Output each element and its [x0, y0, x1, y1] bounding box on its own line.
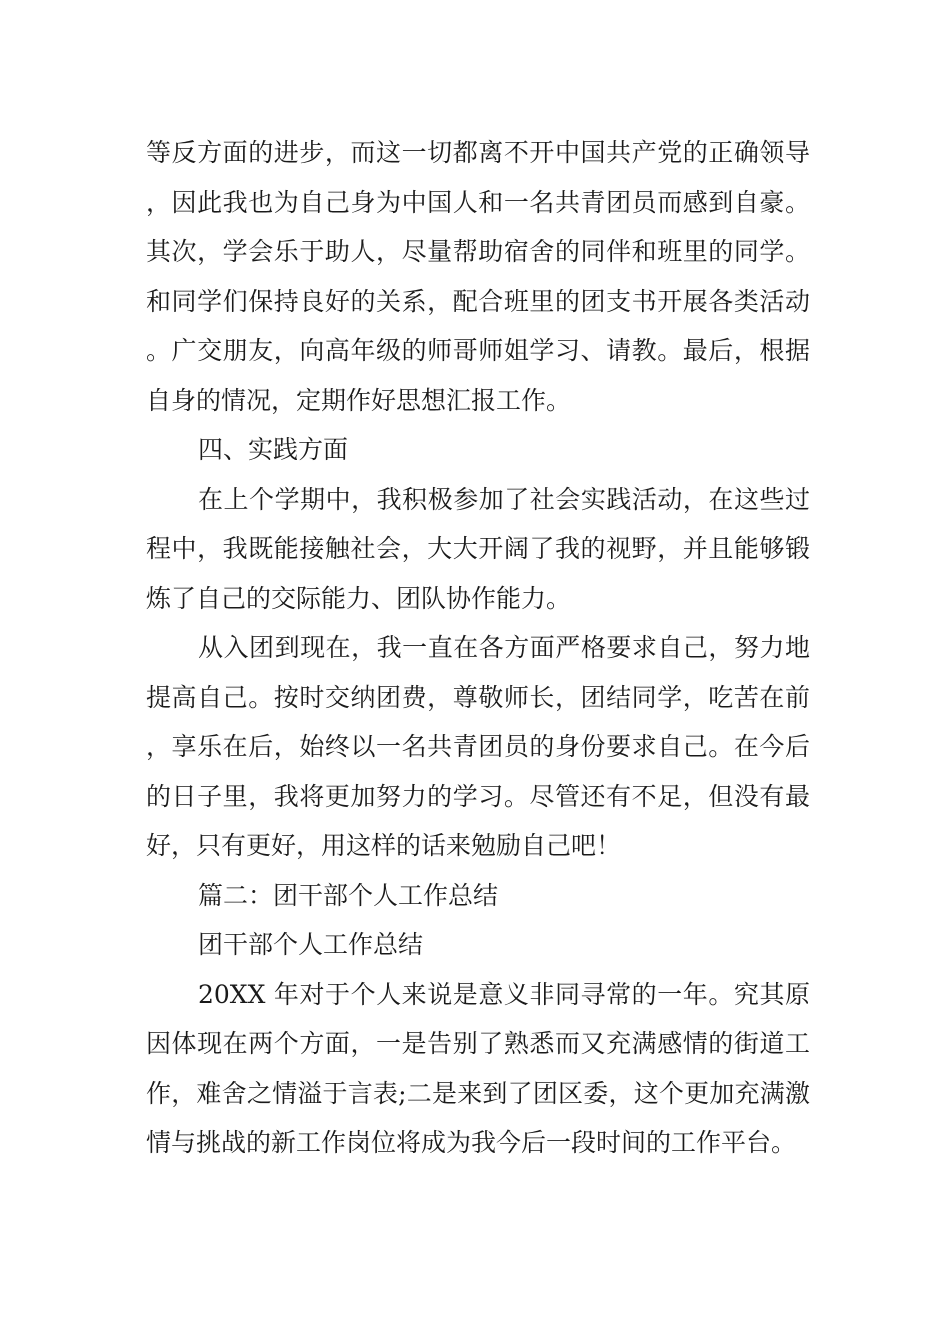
article-title-part-two: 篇二：团干部个人工作总结: [198, 880, 499, 910]
paragraph-conclusion: 从入团到现在，我一直在各方面严格要求自己，努力地提高自己。按时交纳团费，尊敬师长，团结同学，吃苦在前，享乐在后，始终以一名共青团员的身份要求自己。在今后的日子里，我将更加努力的学习。尽管还有不足，但没有最好，只有更好，用这样的话来勉励自己吧！: [146, 633, 810, 860]
section-heading-practice: 四、实践方面: [198, 435, 349, 464]
document-page: [146, 128, 810, 1168]
paragraph-continuation: 等反方面的进步，而这一切都离不开中国共产党的正确领导，因此我也为自己身为中国人和一名共青团员而感到自豪。其次，学会乐于助人，尽量帮助宿舍的同伴和班里的同学。和同学们保持良好的关系，配合班里的团支书开展各类活动。广交朋友，向高年级的师哥师姐学习、请教。最后，根据自身的情况，定期作好思想汇报工作。: [146, 138, 810, 415]
paragraph-intro: 20XX 年对于个人来说是意义非同寻常的一年。究其原因体现在两个方面，一是告别了熟悉而又充满感情的街道工作，难舍之情溢于言表;二是来到了团区委，这个更加充满激情与挑战的新工作岗位将成为我今后一段时间的工作平台。: [146, 979, 810, 1157]
article-subtitle: 团干部个人工作总结: [198, 930, 424, 959]
paragraph-practice: 在上个学期中，我积极参加了社会实践活动，在这些过程中，我既能接触社会，大大开阔了我的视野，并且能够锻炼了自己的交际能力、团队协作能力。: [146, 484, 810, 613]
